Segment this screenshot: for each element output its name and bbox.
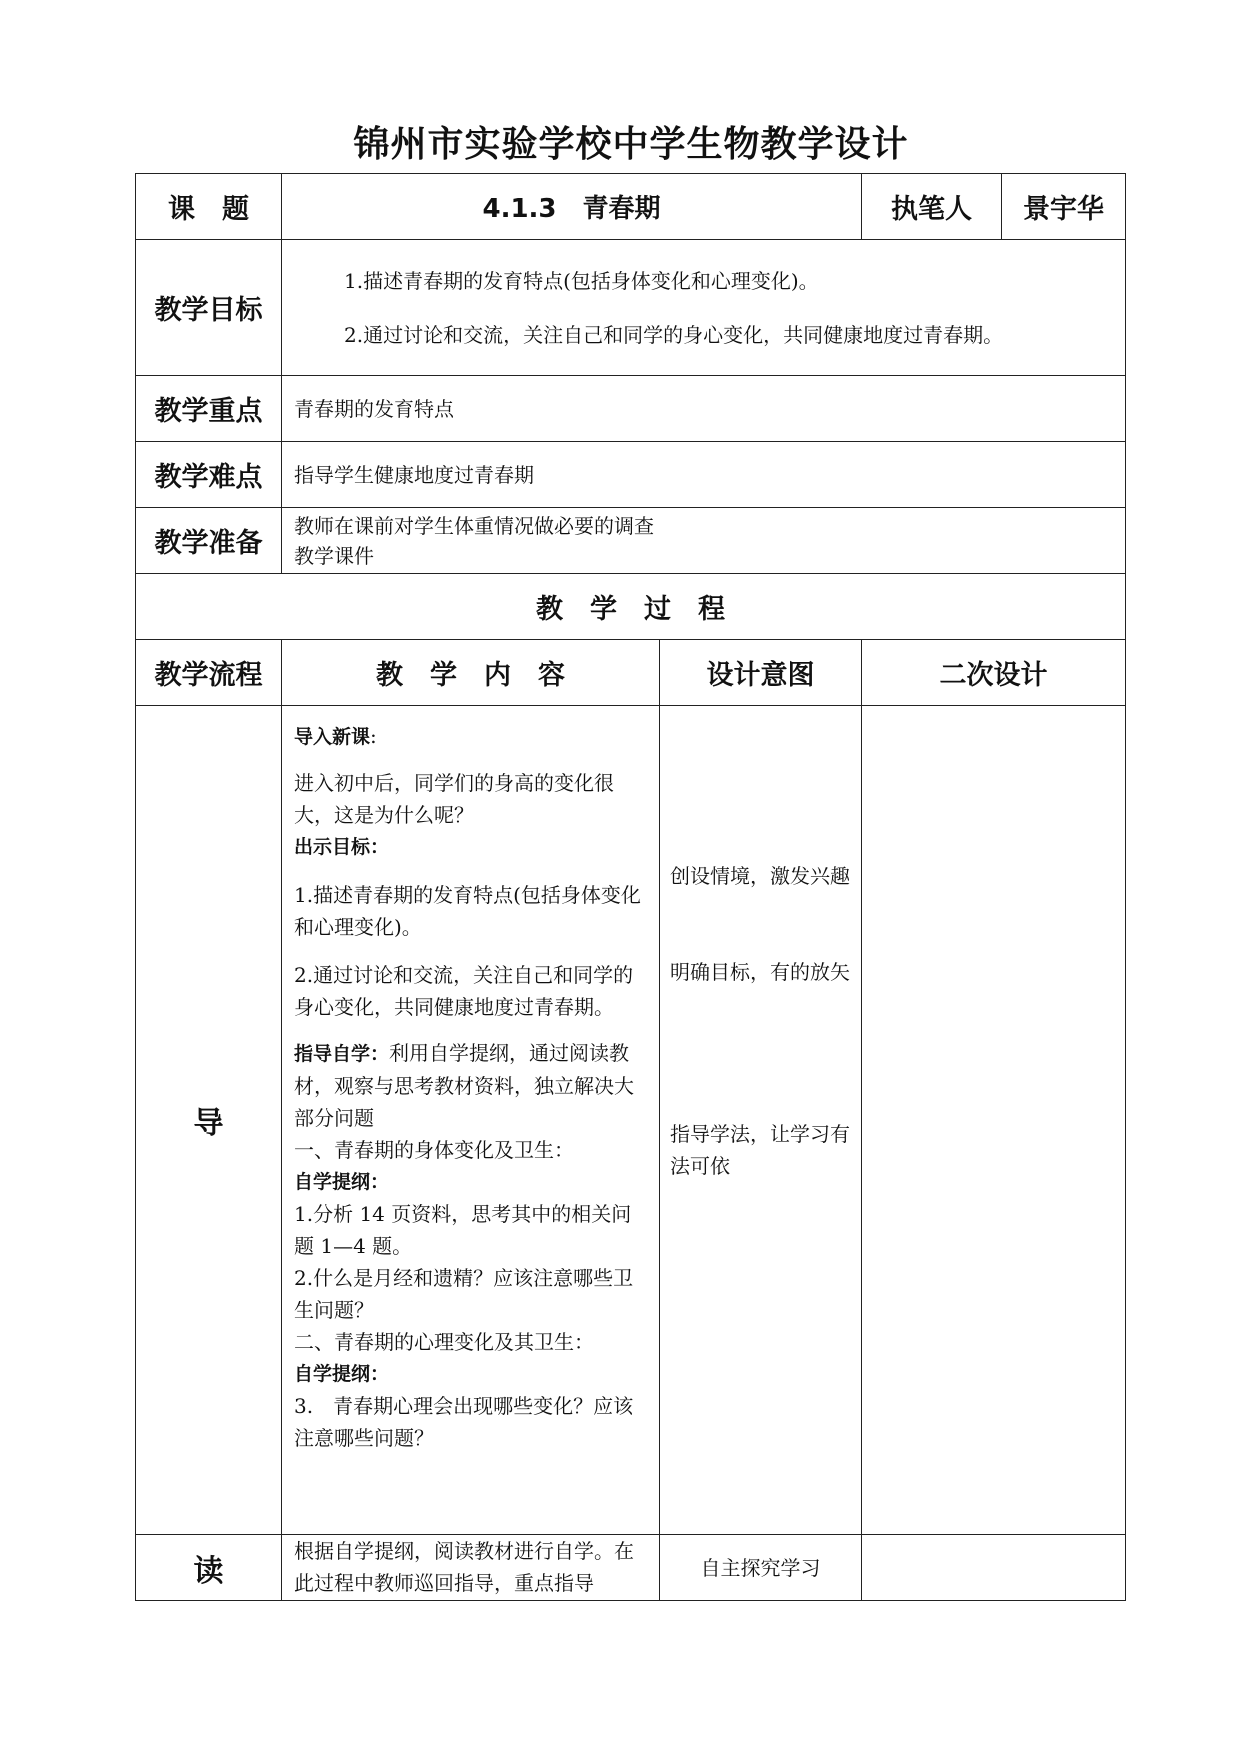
- preparation-line: 教学课件: [294, 543, 374, 568]
- goal-label: 出示目标：: [294, 836, 390, 858]
- lesson-plan-table: [135, 173, 1126, 1601]
- part-1: 一、青春期的身体变化及卫生：: [294, 1138, 574, 1162]
- question-1: 1.分析 14 页资料，思考其中的相关问题 1—4 题。: [294, 1202, 632, 1258]
- guide-text-block: [294, 1037, 651, 1134]
- intro-text: 进入初中后，同学们的身高的变化很大，这是为什么呢？: [294, 771, 614, 827]
- dao-intent: [660, 706, 862, 1535]
- process-title: 教 学 过 程: [136, 574, 1126, 640]
- col-second-design: 二次设计: [862, 640, 1126, 706]
- col-flow: 教学流程: [136, 640, 282, 706]
- preparation-row: [136, 508, 1126, 574]
- goal-1: 1.描述青春期的发育特点(包括身体变化和心理变化)。: [294, 883, 641, 939]
- part-2: 二、青春期的心理变化及其卫生：: [294, 1330, 594, 1354]
- col-content: 教 学 内 容: [282, 640, 660, 706]
- question-3: 3. 青春期心理会出现哪些变化？应该注意哪些问题？: [294, 1394, 634, 1450]
- du-content: [282, 1535, 660, 1601]
- difficulty-label: 教学难点: [136, 442, 282, 508]
- process-title-row: [136, 574, 1126, 640]
- column-header-row: [136, 640, 1126, 706]
- du-text: 根据自学提纲，阅读教材进行自学。在此过程中教师巡回指导，重点指导: [294, 1539, 634, 1595]
- header-row: [136, 174, 1126, 240]
- intro-colon: :: [370, 724, 377, 748]
- goals-label: 教学目标: [136, 240, 282, 376]
- du-second-design: [862, 1535, 1126, 1601]
- topic-label: 课 题: [136, 174, 282, 240]
- intro-label: 导入新课: [294, 726, 371, 748]
- col-intent: 设计意图: [660, 640, 862, 706]
- goals-content: [282, 240, 1126, 376]
- dao-content: [282, 706, 660, 1535]
- goals-row: [136, 240, 1126, 376]
- flow-du: 读: [136, 1535, 282, 1601]
- preparation-label: 教学准备: [136, 508, 282, 574]
- goal-item: 1.描述青春期的发育特点(包括身体变化和心理变化)。: [344, 268, 819, 293]
- key-point-row: [136, 376, 1126, 442]
- dao-row: [136, 706, 1126, 1535]
- author-label: 执笔人: [862, 174, 1002, 240]
- guide-label: 指导自学：: [294, 1043, 390, 1065]
- goal-item: 2.通过讨论和交流，关注自己和同学的身心变化，共同健康地度过青春期。: [344, 322, 1004, 347]
- question-2: 2.什么是月经和遗精？应该注意哪些卫生问题？: [294, 1266, 634, 1322]
- author-value: 景宇华: [1002, 174, 1126, 240]
- key-point-value: 青春期的发育特点: [282, 376, 1126, 442]
- preparation-line: 教师在课前对学生体重情况做必要的调查: [294, 513, 654, 538]
- outline-label: 自学提纲：: [294, 1363, 390, 1385]
- page-title: 锦州市实验学校中学生物教学设计: [353, 124, 909, 165]
- intent-3: 指导学法，让学习有法可依: [670, 1122, 850, 1178]
- dao-second-design: [862, 706, 1126, 1535]
- goal-2: 2.通过讨论和交流，关注自己和同学的身心变化，共同健康地度过青春期。: [294, 963, 634, 1019]
- topic-value: 4.1.3 青春期: [282, 174, 862, 240]
- difficulty-value: 指导学生健康地度过青春期: [282, 442, 1126, 508]
- outline-label: 自学提纲：: [294, 1171, 390, 1193]
- difficulty-row: [136, 442, 1126, 508]
- intent-2: 明确目标，有的放矢: [670, 960, 850, 984]
- flow-dao: 导: [136, 706, 282, 1535]
- key-point-label: 教学重点: [136, 376, 282, 442]
- du-row: [136, 1535, 1126, 1601]
- preparation-content: [282, 508, 1126, 574]
- intent-1: 创设情境，激发兴趣: [670, 864, 850, 888]
- du-intent: 自主探究学习: [660, 1535, 862, 1601]
- guide-text: 利用自学提纲，通过阅读教材，观察与思考教材资料，独立解决大部分问题: [294, 1041, 634, 1130]
